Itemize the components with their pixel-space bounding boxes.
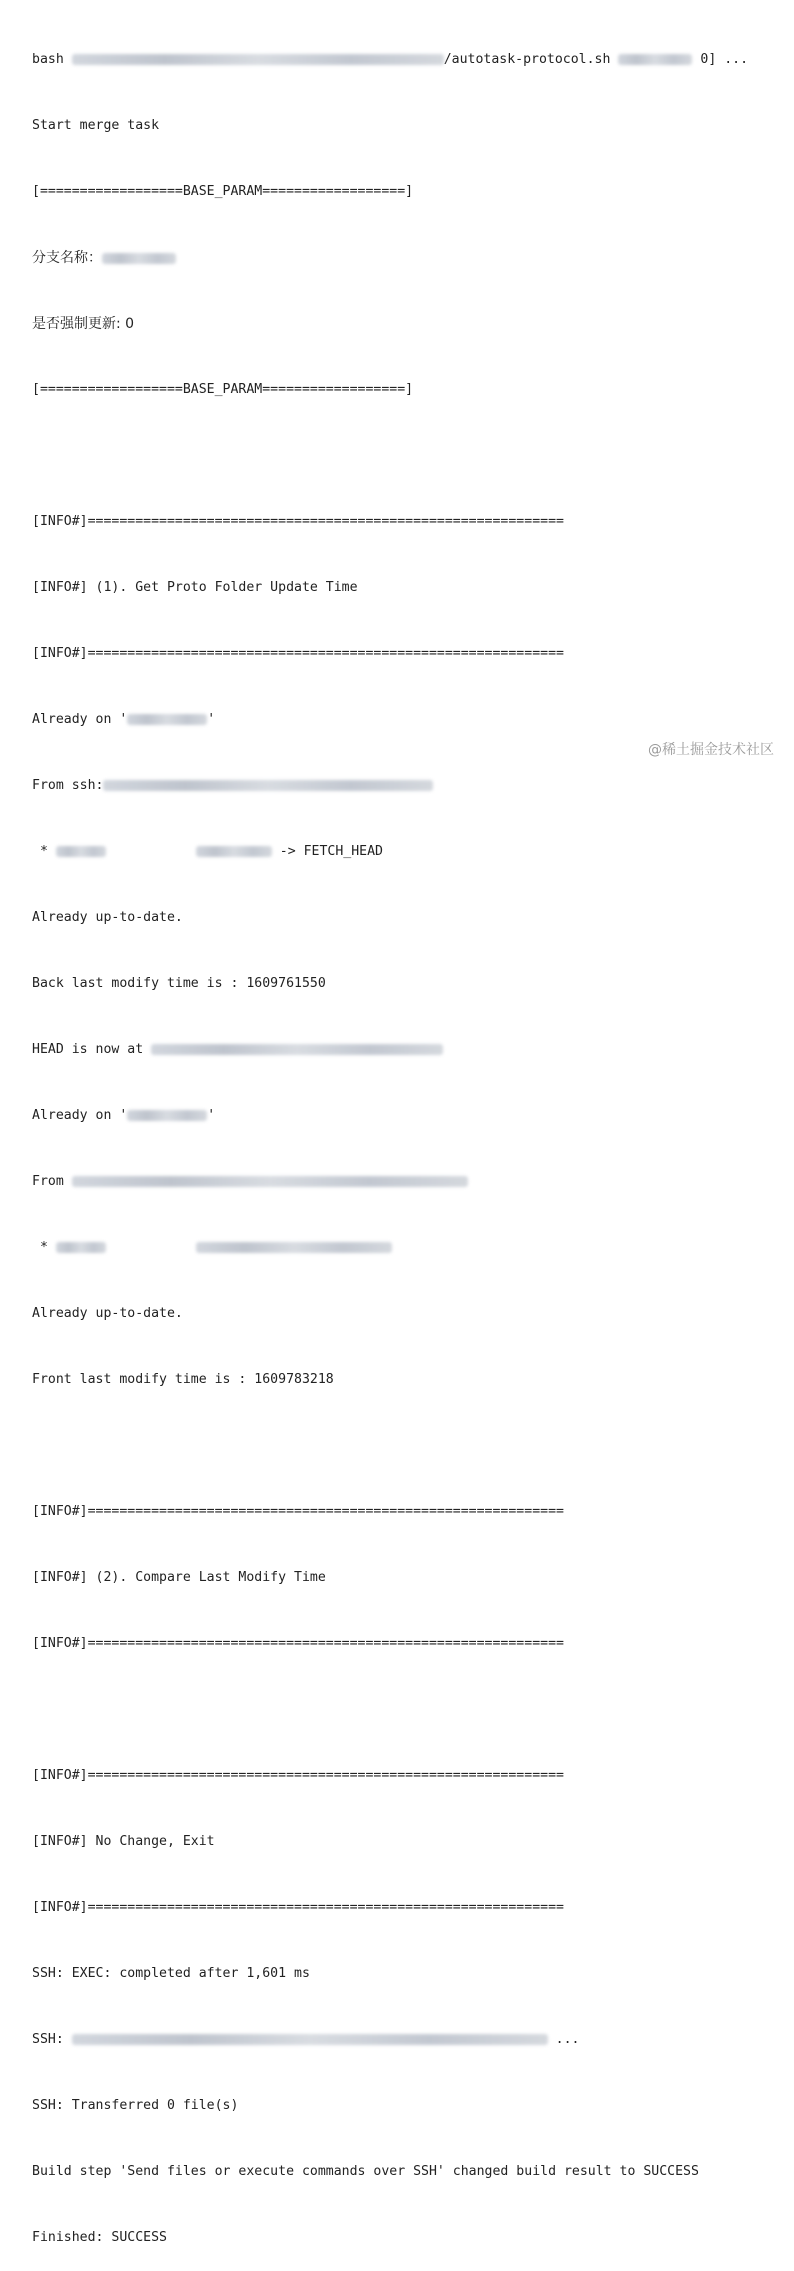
console-line: From ssh: xyxy=(32,775,782,797)
console-line: [INFO#]============================================================ xyxy=(32,1768,564,1783)
redacted-commit xyxy=(151,1044,443,1055)
console-line: * xyxy=(32,1237,782,1259)
console-line: Start merge task xyxy=(32,118,160,133)
console-line: [==================BASE_PARAM==================] xyxy=(32,184,414,199)
redacted-branch xyxy=(196,846,272,857)
redacted-ssh-config xyxy=(72,2034,548,2045)
redacted-repo-url xyxy=(72,1176,468,1187)
console-line: [INFO#]============================================================ xyxy=(32,646,564,661)
redacted-ref xyxy=(56,846,106,857)
console-line: Already on ' ' xyxy=(32,1108,216,1123)
console-output xyxy=(32,5,782,2271)
redacted-branch-target xyxy=(196,1242,392,1253)
console-line: Already up-to-date. xyxy=(32,1306,183,1321)
console-line: [INFO#] (1). Get Proto Folder Update Time xyxy=(32,580,358,595)
console-line: HEAD is now at xyxy=(32,1039,782,1061)
console-line: SSH: ... xyxy=(32,2032,580,2047)
redacted-arg xyxy=(618,54,692,65)
console-line: [INFO#] (2). Compare Last Modify Time xyxy=(32,1570,326,1585)
console-line-blank xyxy=(32,445,782,467)
redacted-branch xyxy=(127,714,207,725)
redacted-branch xyxy=(102,253,176,264)
console-line: Already up-to-date. xyxy=(32,910,183,925)
redacted-path xyxy=(72,54,444,65)
redacted-ref xyxy=(56,1242,106,1253)
console-line: SSH: EXEC: completed after 1,601 ms xyxy=(32,1966,310,1981)
console-line: Front last modify time is : 1609783218 xyxy=(32,1372,334,1387)
console-line-bash: bash /autotask-protocol.sh 0] ... xyxy=(32,52,749,67)
console-line: [INFO#]============================================================ xyxy=(32,514,564,529)
console-line-blank xyxy=(32,1435,782,1457)
console-line: [INFO#]============================================================ xyxy=(32,1900,564,1915)
watermark: @稀土掘金技术社区 xyxy=(648,742,774,758)
redacted-branch xyxy=(127,1110,207,1121)
console-line: * -> FETCH_HEAD xyxy=(32,844,383,859)
console-line-blank xyxy=(32,1699,782,1721)
console-line: [==================BASE_PARAM==================] xyxy=(32,382,414,397)
console-line-branch-name: 分支名称： xyxy=(32,247,782,269)
console-line: [INFO#] No Change, Exit xyxy=(32,1834,215,1849)
console-line-force-update: 是否强制更新: 0 xyxy=(32,316,135,332)
console-line: Back last modify time is : 1609761550 xyxy=(32,976,326,991)
console-line: Build step 'Send files or execute commands over SSH' changed build result to SUCCESS xyxy=(32,2164,699,2179)
console-line: From xyxy=(32,1171,782,1193)
console-line: [INFO#]============================================================ xyxy=(32,1636,564,1651)
redacted-repo-url xyxy=(103,780,433,791)
console-line: SSH: Transferred 0 file(s) xyxy=(32,2098,239,2113)
console-line-finished: Finished: SUCCESS xyxy=(32,2230,167,2245)
console-line: [INFO#]============================================================ xyxy=(32,1504,564,1519)
console-line: Already on ' ' xyxy=(32,712,216,727)
